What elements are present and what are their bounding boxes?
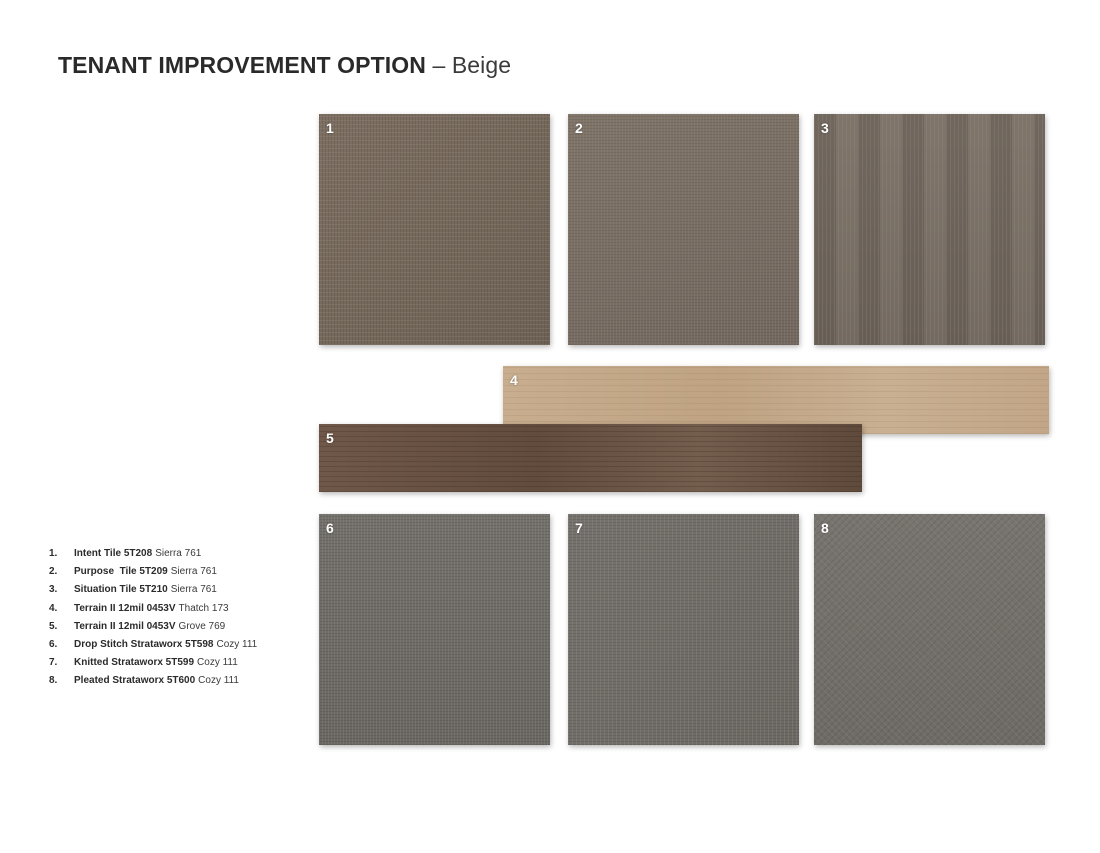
swatch-number: 4 — [510, 372, 518, 388]
swatch-3 — [814, 114, 1045, 345]
legend-product: Situation Tile 5T210 — [74, 584, 168, 596]
swatch-7 — [568, 514, 799, 745]
swatch-5 — [319, 424, 862, 492]
swatch-number: 5 — [326, 430, 334, 446]
legend-product: Drop Stitch Strataworx 5T598 — [74, 639, 214, 651]
legend-number: 1. — [49, 548, 58, 559]
legend-product: Purpose Tile 5T209 — [74, 566, 168, 578]
legend-item — [49, 563, 257, 581]
material-legend — [49, 545, 257, 691]
legend-item — [49, 636, 257, 654]
legend-number: 4. — [49, 602, 58, 614]
legend-number: 5. — [49, 620, 58, 632]
swatch-number: 3 — [821, 120, 829, 136]
legend-number: 8. — [49, 675, 58, 687]
swatch-number: 6 — [326, 520, 334, 536]
swatch-number: 1 — [326, 120, 334, 136]
legend-number: 2. — [49, 566, 58, 578]
title-bold: TENANT IMPROVEMENT OPTION — [58, 52, 426, 78]
legend-colorway: Sierra 761 — [170, 584, 217, 596]
page-title — [58, 52, 511, 79]
legend-item — [49, 581, 257, 599]
swatch-number: 7 — [575, 520, 583, 536]
legend-item — [49, 654, 257, 672]
legend-item — [49, 618, 257, 636]
swatch-6 — [319, 514, 550, 745]
swatch-1 — [319, 114, 550, 345]
legend-colorway: Cozy 111 — [216, 639, 258, 651]
legend-product: Terrain II 12mil 0453V — [74, 602, 176, 614]
swatch-8 — [814, 514, 1045, 745]
swatch-2 — [568, 114, 799, 345]
legend-colorway: Cozy 111 — [198, 675, 239, 687]
legend-item — [49, 600, 257, 618]
legend-product: Pleated Strataworx 5T600 — [74, 675, 196, 687]
legend-product: Terrain II 12mil 0453V — [74, 620, 176, 632]
legend-colorway: Grove 769 — [178, 620, 226, 632]
swatch-number: 2 — [575, 120, 583, 136]
legend-colorway: Thatch 173 — [178, 602, 229, 614]
legend-product: Intent Tile 5T208 — [74, 548, 153, 559]
legend-number: 3. — [49, 584, 58, 596]
legend-number: 7. — [49, 657, 58, 669]
legend-item — [49, 545, 257, 563]
legend-number: 6. — [49, 639, 58, 651]
legend-colorway: Sierra 761 — [155, 548, 202, 559]
legend-product: Knitted Strataworx 5T599 — [74, 657, 195, 669]
legend-item — [49, 672, 257, 690]
legend-colorway: Cozy 111 — [197, 657, 238, 669]
legend-colorway: Sierra 761 — [170, 566, 217, 578]
swatch-number: 8 — [821, 520, 829, 536]
title-variant: – Beige — [432, 52, 512, 78]
